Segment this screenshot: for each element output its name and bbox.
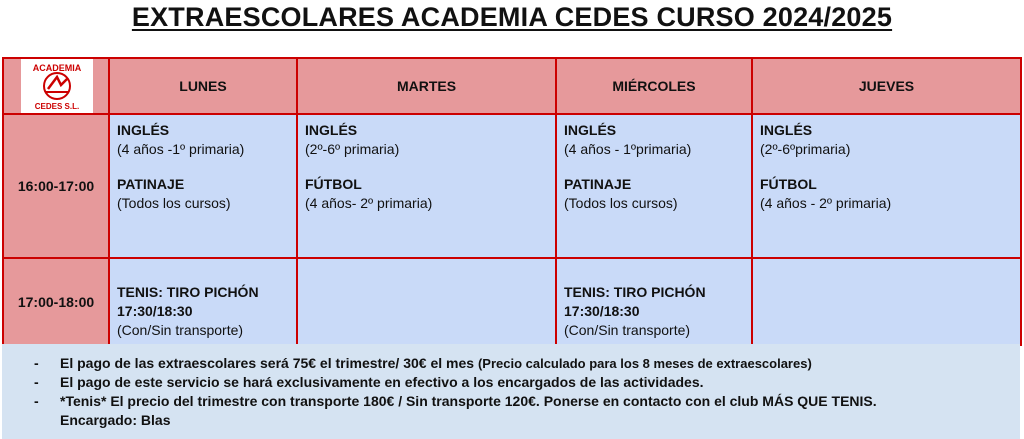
note-item [34, 354, 1020, 373]
logo-text-bottom: CEDES S.L. [34, 102, 80, 111]
activity-name: PATINAJE [117, 176, 185, 192]
time-slot-2: 17:00-18:00 [2, 257, 110, 346]
cell-miercoles-16 [555, 113, 753, 259]
header-martes: MARTES [296, 57, 557, 115]
cell-martes-17 [296, 257, 557, 346]
activity-name: PATINAJE [564, 176, 632, 192]
cell-miercoles-17 [555, 257, 753, 346]
note-contact: Encargado: Blas [60, 412, 171, 428]
activity-name: INGLÉS [564, 122, 617, 138]
activity-detail: (2º-6º primaria) [305, 141, 400, 157]
page-title: EXTRAESCOLARES ACADEMIA CEDES CURSO 2024/2025 [131, 2, 893, 32]
notes-box [2, 344, 1020, 439]
activity-name: FÚTBOL [760, 176, 817, 192]
activity-detail: (4 años- 2º primaria) [305, 195, 433, 211]
activity-name: TENIS: TIRO PICHÓN [117, 284, 259, 300]
note-payment-detail: (Precio calculado para los 8 meses de extraescolares) [477, 356, 812, 371]
activity-detail: (Con/Sin transporte) [564, 322, 691, 338]
activity-detail: (4 años - 1ºprimaria) [564, 141, 692, 157]
note-cash: El pago de este servicio se hará exclusivamente en efectivo a los encargados de las actividades. [60, 374, 704, 390]
activity-name: TENIS: TIRO PICHÓN [564, 284, 706, 300]
time-slot-1: 16:00-17:00 [2, 113, 110, 259]
cell-lunes-17 [108, 257, 298, 346]
activity-detail: (Todos los cursos) [564, 195, 678, 211]
activity-detail: (Con/Sin transporte) [117, 322, 244, 338]
activity-hours: 17:30/18:30 [564, 303, 640, 319]
note-tenis: *Tenis* El precio del trimestre con transporte 180€ / Sin transporte 120€. Ponerse en contacto con el club MÁS QUE TENIS. [60, 393, 877, 409]
cell-jueves-16 [751, 113, 1022, 259]
cell-lunes-16 [108, 113, 298, 259]
academia-logo [21, 59, 93, 113]
note-payment: El pago de las extraescolares será 75€ el trimestre/ 30€ el mes [60, 355, 475, 371]
header-miercoles: MIÉRCOLES [555, 57, 753, 115]
logo-text-top: ACADEMIA [32, 63, 82, 73]
activity-detail: (4 años -1º primaria) [117, 141, 245, 157]
cell-martes-16 [296, 113, 557, 259]
header-lunes: LUNES [108, 57, 298, 115]
activity-name: INGLÉS [305, 122, 358, 138]
note-item [34, 373, 1020, 392]
activity-name: FÚTBOL [305, 176, 362, 192]
activity-name: INGLÉS [760, 122, 813, 138]
activity-detail: (2º-6ºprimaria) [760, 141, 851, 157]
activity-detail: (4 años - 2º primaria) [760, 195, 892, 211]
cell-jueves-17 [751, 257, 1022, 346]
note-item [34, 392, 1020, 430]
activity-name: INGLÉS [117, 122, 170, 138]
activity-hours: 17:30/18:30 [117, 303, 193, 319]
header-jueves: JUEVES [751, 57, 1022, 115]
activity-detail: (Todos los cursos) [117, 195, 231, 211]
